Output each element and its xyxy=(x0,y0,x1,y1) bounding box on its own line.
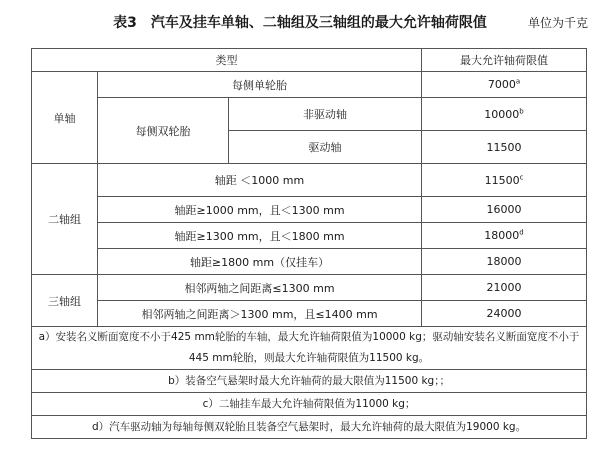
single-tire-value: 7000$^a$ xyxy=(422,72,587,98)
table-row xyxy=(32,164,587,197)
note-c: c）二轴挂车最大允许轴荷限值为11000 kg； xyxy=(32,393,587,416)
tandem-row-value: 11500$^c$ xyxy=(422,164,587,197)
table-note-row xyxy=(32,416,587,439)
table-note-row xyxy=(32,393,587,416)
table-title: 表3 汽车及挂车单轴、二轴组及三轴组的最大允许轴荷限值 xyxy=(113,15,487,31)
dual-tire-label: 每侧双轮胎 xyxy=(98,98,229,164)
table-row xyxy=(32,98,587,131)
table-row xyxy=(32,275,587,301)
tandem-row-value: 16000 xyxy=(422,197,587,223)
table-row xyxy=(32,223,587,249)
unit-label: 单位为千克 xyxy=(527,16,588,30)
tridem-row-value: 24000 xyxy=(422,301,587,327)
header-limit: 最大允许轴荷限值 xyxy=(422,49,587,72)
table-header-row xyxy=(32,49,587,72)
tandem-row-label: 轴距≥1000 mm，且＜1300 mm xyxy=(98,197,422,223)
tandem-label: 二轴组 xyxy=(32,164,98,275)
tandem-row-label: 轴距≥1800 mm（仅挂车） xyxy=(98,249,422,275)
single-axle-label: 单轴 xyxy=(32,72,98,164)
tridem-label: 三轴组 xyxy=(32,275,98,327)
table-row xyxy=(32,72,587,98)
table-note-row xyxy=(32,327,587,370)
single-tire-label: 每侧单轮胎 xyxy=(98,72,422,98)
axle-load-table xyxy=(31,48,587,439)
tridem-row-label: 相邻两轴之间距离≤1300 mm xyxy=(98,275,422,301)
tridem-row-label: 相邻两轴之间距离＞1300 mm，且≤1400 mm xyxy=(98,301,422,327)
tridem-row-value: 21000 xyxy=(422,275,587,301)
drive-axle-value: 11500 xyxy=(422,131,587,164)
note-d: d）汽车驱动轴为每轴每侧双轮胎且装备空气悬架时，最大允许轴荷的最大限值为19000 kg。 xyxy=(32,416,587,439)
header-type: 类型 xyxy=(32,49,422,72)
non-drive-axle-label: 非驱动轴 xyxy=(229,98,422,131)
drive-axle-label: 驱动轴 xyxy=(229,131,422,164)
tandem-row-label: 轴距≥1300 mm，且＜1800 mm xyxy=(98,223,422,249)
table-row xyxy=(32,301,587,327)
table-row xyxy=(32,249,587,275)
tandem-row-value: 18000 xyxy=(422,249,587,275)
non-drive-axle-value: 10000$^b$ xyxy=(422,98,587,131)
table-row xyxy=(32,197,587,223)
note-b: b）装备空气悬架时最大允许轴荷的最大限值为11500 kg；； xyxy=(32,370,587,393)
note-a: a）安装名义断面宽度不小于425 mm轮胎的车轴，最大允许轴荷限值为10000 kg；驱动轴安装名义断面宽度不小于445 mm轮胎，则最大允许轴荷限值为11500 kg。 xyxy=(32,327,587,370)
tandem-row-value: 18000$^d$ xyxy=(422,223,587,249)
table-note-row xyxy=(32,370,587,393)
tandem-row-label: 轴距 ＜1000 mm xyxy=(98,164,422,197)
